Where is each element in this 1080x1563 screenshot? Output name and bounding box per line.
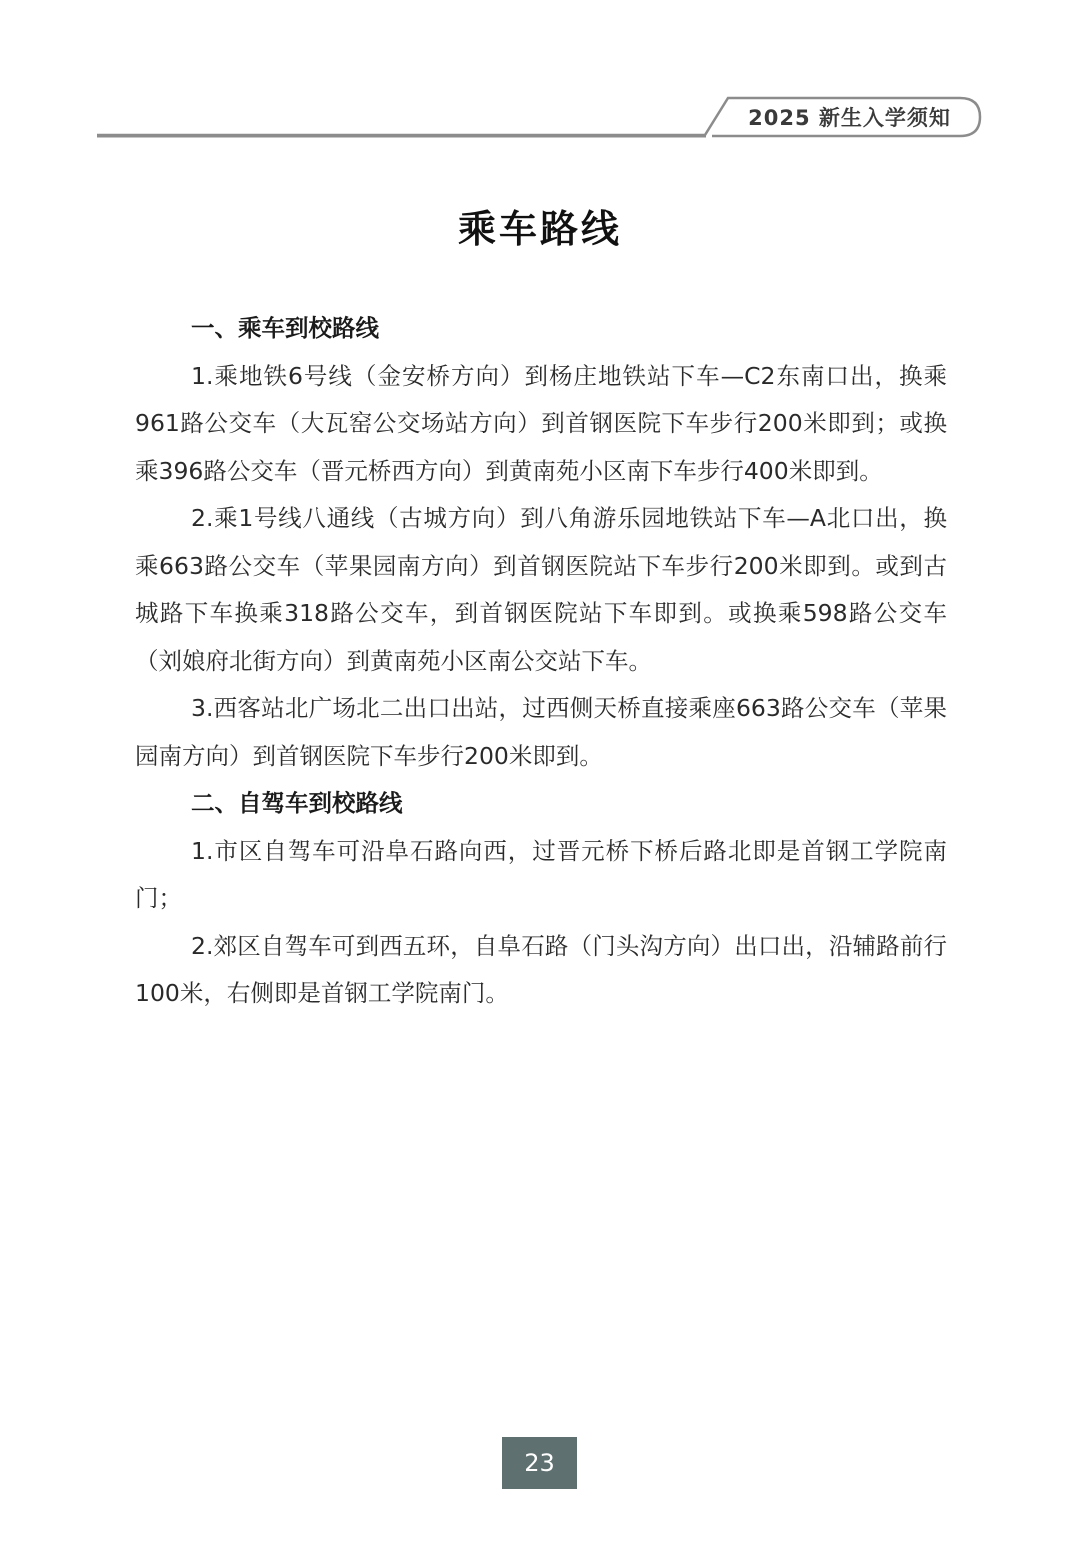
section-heading: 一、乘车到校路线 [191, 314, 379, 342]
section-transit [135, 305, 947, 780]
section-heading: 二、自驾车到校路线 [191, 789, 403, 817]
page-title: 乘车路线 [457, 207, 622, 251]
paragraph: 1.乘地铁6号线（金安桥方向）到杨庄地铁站下车—C2东南口出，换乘961路公交车（大瓦窑公交场站方向）到首钢医院下车步行200米即到；或换乘396路公交车（晋元桥西方向）到黄南苑小区南下车步行400米即到。 [135, 361, 947, 485]
paragraph: 2.乘1号线八通线（古城方向）到八角游乐园地铁站下车—A北口出，换乘663路公交车（苹果园南方向）到首钢医院站下车步行200米即到。或到古城路下车换乘318路公交车，到首钢医院站下车即到。或换乘598路公交车（刘娘府北街方向）到黄南苑小区南公交站下车。 [135, 504, 947, 675]
document-body [135, 305, 947, 1018]
paragraph: 1.市区自驾车可沿阜石路向西，过晋元桥下桥后路北即是首钢工学院南门； [135, 836, 947, 912]
paragraph: 3.西客站北广场北二出口出站，过西侧天桥直接乘座663路公交车（苹果园南方向）到首钢医院下车步行200米即到。 [135, 694, 947, 770]
section-driving [135, 780, 947, 1018]
page-number: 23 [502, 1437, 577, 1489]
paragraph: 2.郊区自驾车可到西五环，自阜石路（门头沟方向）出口出，沿辅路前行100米，右侧即是首钢工学院南门。 [135, 931, 947, 1007]
header-tab-label: 2025 新生入学须知 [748, 106, 951, 130]
